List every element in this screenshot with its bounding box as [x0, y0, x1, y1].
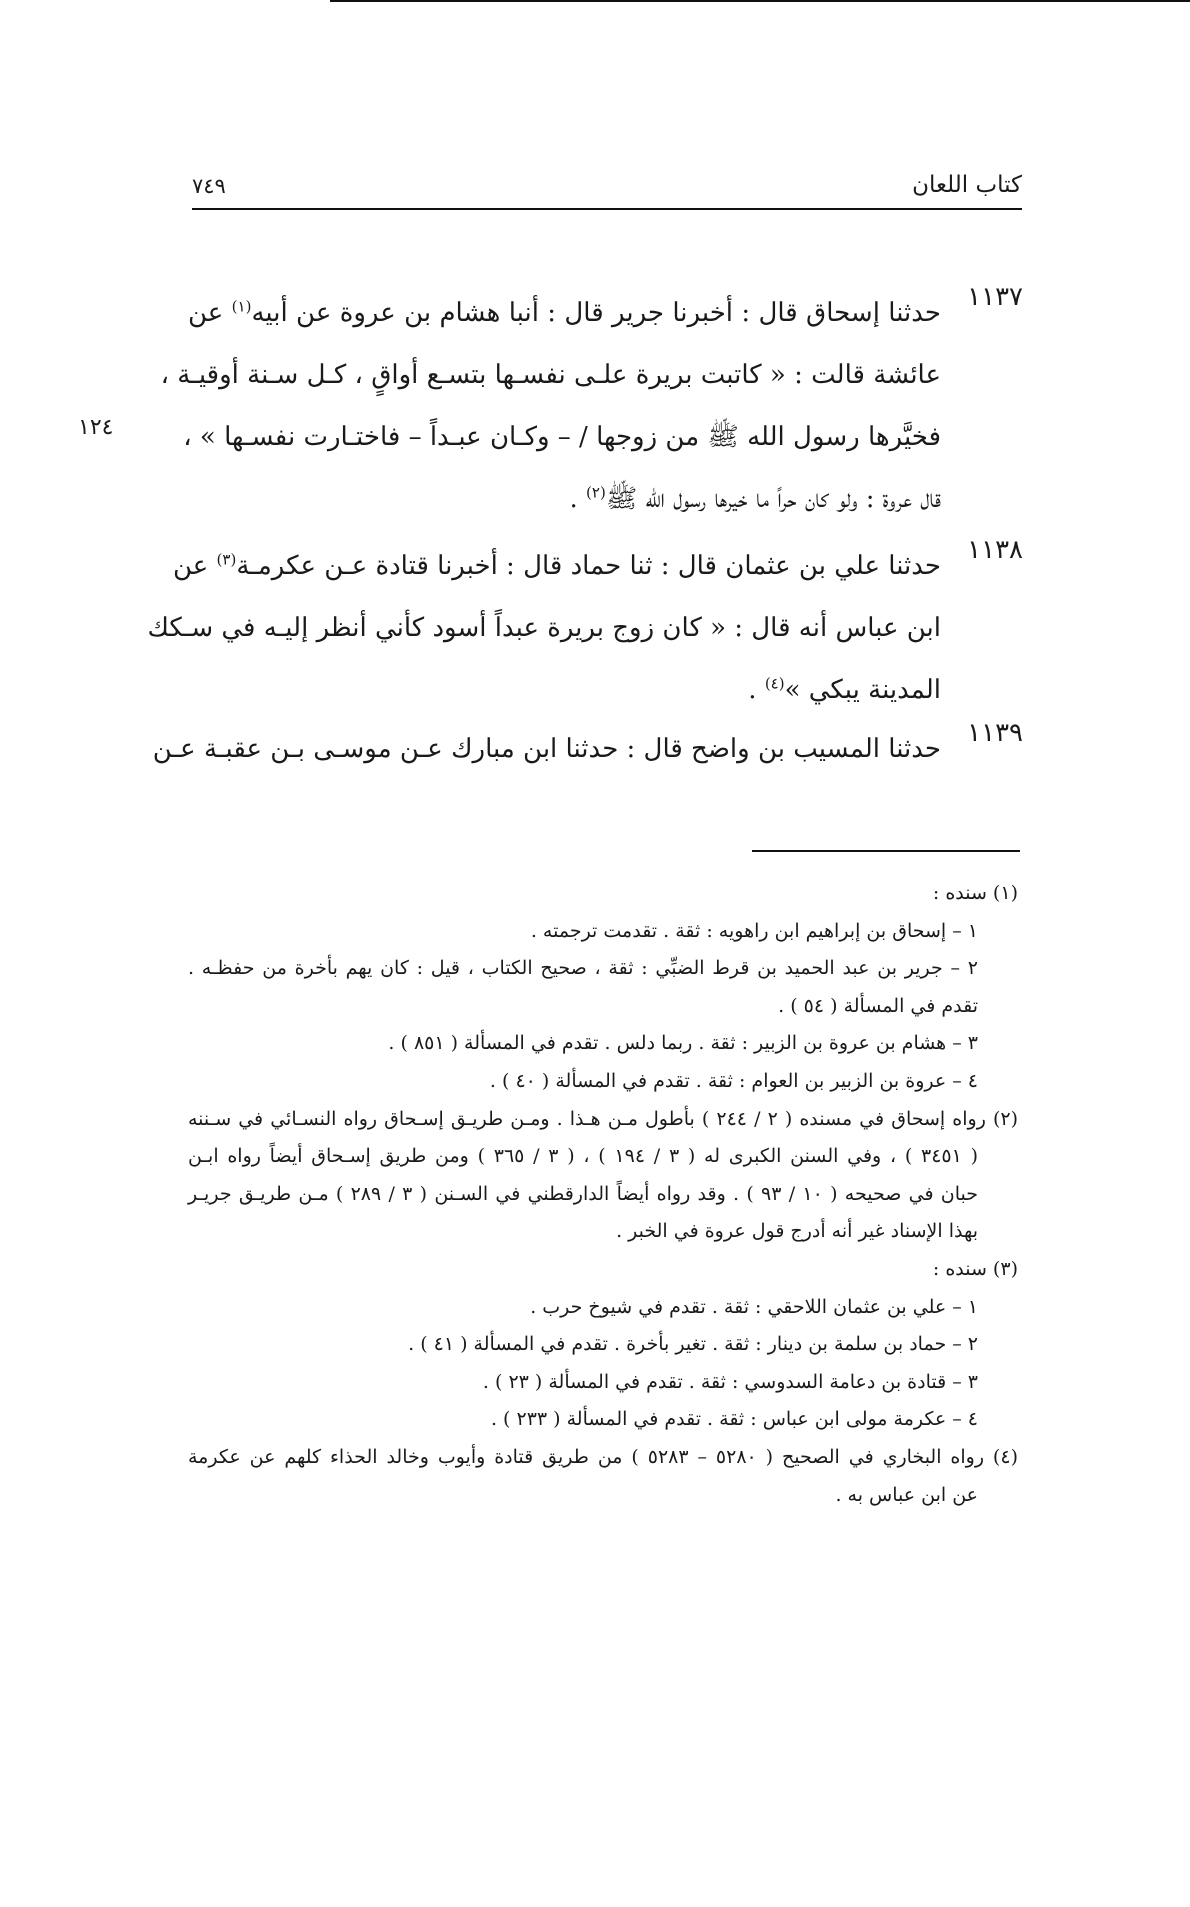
footnote-line: ٣ – قتادة بن دعامة السدوسي : ثقة . تقدم في المسألة ( ٢٣ ) . — [482, 1370, 978, 1393]
footnote-line: بهذا الإسناد غير أنه أدرج قول عروة في الخبر . — [616, 1220, 978, 1243]
hadith-line: حدثنا علي بن عثمان قال : ثنا حماد قال : أخبرنا قتادة عـن عكرمـة$^{(٣)}$ عن — [172, 550, 941, 581]
top-border-rule — [330, 0, 1190, 2]
hadith-line: عائشة قالت : « كاتبت بريرة علـى نفسـها بتسـع أواقٍ ، كـل سـنة أوقيـة ، — [160, 360, 941, 390]
hadith-line: المدينة يبكي »$^{(٤)}$ . — [748, 674, 941, 705]
footnote-line: ٢ – جرير بن عبد الحميد بن قرط الضبِّي : ثقة ، صحيح الكتاب ، قيل : كان يهم بأخرة من حفظـه . — [188, 957, 978, 980]
footnote-marker: (٤) — [764, 674, 785, 693]
footnotes — [188, 875, 1018, 1514]
footnote-line: ٤ – عكرمة مولى ابن عباس : ثقة . تقدم في المسألة ( ٢٣٣ ) . — [490, 1408, 978, 1431]
footnote-marker: (٢) — [586, 483, 606, 502]
hadith-line: حدثنا إسحاق قال : أخبرنا جرير قال : أنبا هشام بن عروة عن أبيه$^{(١)}$ عن — [188, 297, 942, 328]
footnote-marker: (٣) — [216, 550, 237, 569]
footnote-line: تقدم في المسألة ( ٥٤ ) . — [778, 994, 978, 1017]
footnote-separator — [752, 850, 1020, 852]
hadith-line: حدثنا المسيب بن واضح قال : حدثنا ابن مبارك عـن موسـى بـن عقبـة عـن — [152, 734, 941, 764]
hadith-line: قال عروة : ولو كان حراً ما خيرها رسول الله ﷺ$^{(٢)}$ . — [569, 483, 941, 514]
hadith-1138 — [147, 535, 1023, 721]
page-number: ٧٤٩ — [192, 174, 226, 198]
hadith-line: فخيَّرها رسول الله ﷺ من زوجها / – وكـان عبـداً – فاختـارت نفسـها » ، — [183, 422, 941, 452]
footnote-line: ٢ – حماد بن سلمة بن دينار : ثقة . تغير بأخرة . تقدم في المسألة ( ٤١ ) . — [408, 1333, 978, 1356]
hadith-1139 — [152, 718, 1023, 780]
hadith-number: ١١٣٩ — [967, 718, 1023, 748]
page-header — [192, 172, 1022, 208]
footnote-line: ١ – إسحاق بن إبراهيم ابن راهويه : ثقة . تقدمت ترجمته . — [530, 919, 978, 942]
footnote-heading: (١) سنده : — [932, 882, 1018, 904]
footnote-marker: (١) — [231, 297, 252, 316]
footnote-line: (٤) رواه البخاري في الصحيح ( ٥٢٨٠ – ٥٢٨٣ ) من طريق قتادة وأيوب وخالد الحذاء كلهم عن عكرمة — [188, 1445, 1018, 1468]
footnote-line: ١ – علي بن عثمان اللاحقي : ثقة . تقدم في شيوخ حرب . — [530, 1295, 978, 1318]
header-rule — [192, 208, 1022, 210]
footnote-heading: (٣) سنده : — [932, 1257, 1018, 1280]
footnote-line: عن ابن عباس به . — [835, 1483, 978, 1506]
hadith-number: ١١٣٧ — [967, 282, 1023, 312]
book-title: كتاب اللعان — [912, 172, 1022, 198]
footnote-line: ( ٣٤٥١ ) ، وفي السنن الكبرى له ( ٣ / ١٩٤ ) ، ( ٣ / ٣٦٥ ) ومن طريق إسـحاق أيضاً رواه ابـن — [188, 1145, 978, 1168]
footnote-line: ٤ – عروة بن الزبير بن العوام : ثقة . تقدم في المسألة ( ٤٠ ) . — [489, 1069, 978, 1092]
hadith-number: ١١٣٨ — [967, 535, 1023, 565]
margin-page-reference: ١٢٤ — [78, 415, 114, 440]
footnote-line: (٢) رواه إسحاق في مسنده ( ٢ / ٢٤٤ ) بأطول مـن هـذا . ومـن طريـق إسـحاق رواه النسـائي في سـننه — [188, 1107, 1018, 1130]
hadith-line: ابن عباس أنه قال : « كان زوج بريرة عبداً أسود كأني أنظر إليـه في سـكك — [147, 613, 941, 643]
footnote-line: حبان في صحيحه ( ١٠ / ٩٣ ) . وقد رواه أيضاً الدارقطني في السـنن ( ٣ / ٢٨٩ ) مـن طريـق جريـر — [188, 1182, 979, 1205]
hadith-1137 — [160, 282, 1023, 530]
footnote-line: ٣ – هشام بن عروة بن الزبير : ثقة . ربما دلس . تقدم في المسألة ( ٨٥١ ) . — [388, 1032, 978, 1055]
